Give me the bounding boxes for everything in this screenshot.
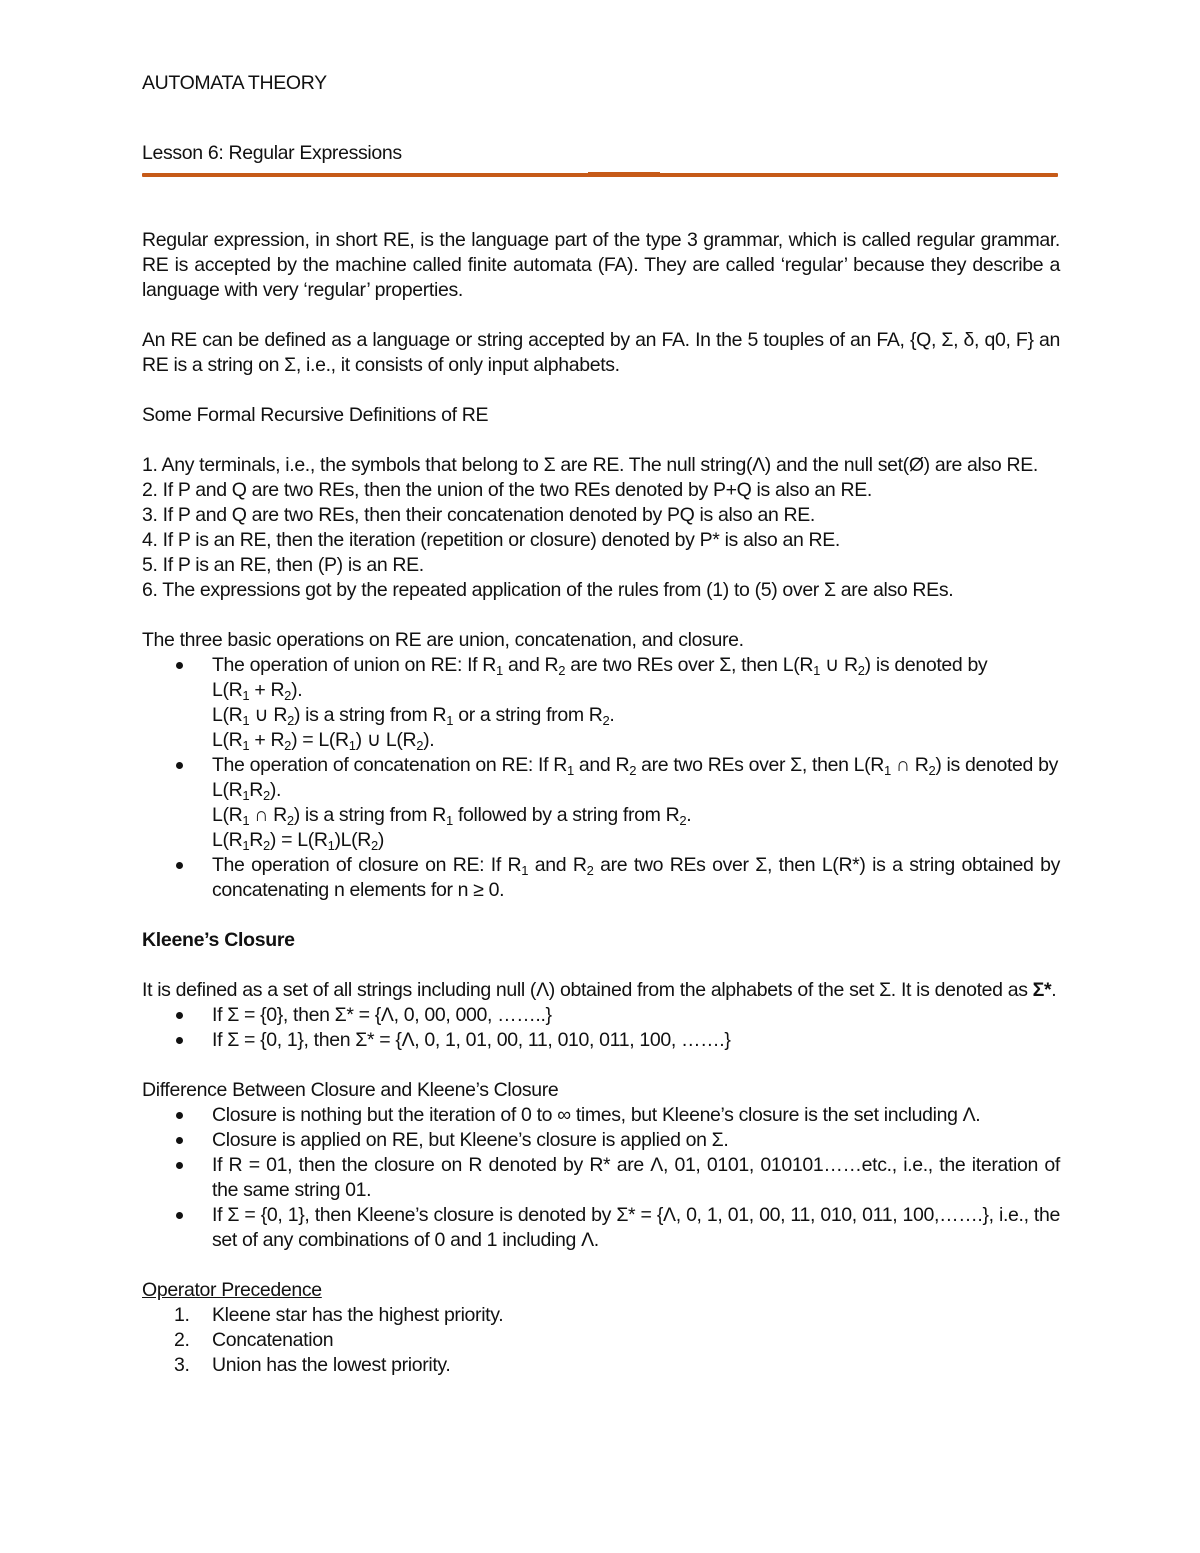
kleene-example-item: If Σ = {0, 1}, then Σ* = {Λ, 0, 1, 01, 00, 11, 010, 011, 100, …….} bbox=[142, 1028, 1060, 1053]
definition-item: 6. The expressions got by the repeated application of the rules from (1) to (5) over Σ are also REs. bbox=[142, 579, 954, 601]
bullet-icon bbox=[176, 1012, 183, 1019]
difference-list bbox=[142, 1103, 1060, 1253]
difference-item: If R = 01, then the closure on R denoted by R* are Λ, 01, 0101, 010101……etc., i.e., the iteration of the same string 01. bbox=[142, 1153, 1060, 1203]
definitions-heading: Some Formal Recursive Definitions of RE bbox=[142, 404, 489, 426]
kleene-closure-heading: Kleene’s Closure bbox=[142, 929, 295, 951]
definition-item: 3. If P and Q are two REs, then their concatenation denoted by PQ is also an RE. bbox=[142, 504, 815, 526]
difference-item: Closure is applied on RE, but Kleene’s closure is applied on Σ. bbox=[142, 1128, 1060, 1153]
operations-list bbox=[142, 653, 1060, 903]
divider-bump bbox=[588, 172, 660, 177]
definition-item: 5. If P is an RE, then (P) is an RE. bbox=[142, 554, 424, 576]
course-title: AUTOMATA THEORY bbox=[142, 72, 327, 94]
document-page bbox=[142, 70, 1060, 1378]
bullet-icon bbox=[176, 1037, 183, 1044]
precedence-item: 2. Concatenation bbox=[174, 1329, 334, 1351]
precedence-item: 1. Kleene star has the highest priority. bbox=[174, 1304, 504, 1326]
kleene-example-item: If Σ = {0}, then Σ* = {Λ, 0, 00, 000, ……..} bbox=[142, 1003, 1060, 1028]
lesson-title: Lesson 6: Regular Expressions bbox=[142, 142, 402, 164]
bullet-icon bbox=[176, 1162, 183, 1169]
difference-item: If Σ = {0, 1}, then Kleene’s closure is denoted by Σ* = {Λ, 0, 1, 01, 00, 11, 010, 011, 100,…….}, i.e., the set of any combinations of 0 and 1 including Λ. bbox=[142, 1203, 1060, 1253]
union-operation-item: The operation of union on RE: If $R_1$ and $R_2$ are two REs over Σ, then $L(R_1$ ∪ $R_2$) is denoted by $L(R_1 + R_2)$. $L(R_1$ ∪ $R_2$) is a string from $R_1$ or a string from $R_2$. $L(R_1 + R_2) = L(R_1)$ ∪ $L(R_2)$. bbox=[142, 653, 1060, 753]
bullet-icon bbox=[176, 662, 183, 669]
definition-item: 4. If P is an RE, then the iteration (repetition or closure) denoted by P* is also an RE. bbox=[142, 529, 840, 551]
closure-operation-item: The operation of closure on RE: If $R_1$ and $R_2$ are two REs over Σ, then L(R*) is a string obtained by concatenating n elements for n ≥ 0. bbox=[142, 853, 1060, 903]
bullet-icon bbox=[176, 1212, 183, 1219]
intro-paragraph-2: An RE can be defined as a language or string accepted by an FA. In the 5 touples of an FA, {Q, Σ, δ, q0, F} an RE is a string on Σ, i.e., it consists of only input alphabets. bbox=[142, 329, 1060, 376]
definition-item: 2. If P and Q are two REs, then the union of the two REs denoted by P+Q is also an RE. bbox=[142, 479, 872, 501]
kleene-examples-list bbox=[142, 1003, 1060, 1053]
kleene-definition: It is defined as a set of all strings including null (Λ) obtained from the alphabets of the set Σ. It is denoted as Σ*. bbox=[142, 979, 1057, 1001]
bullet-icon bbox=[176, 1137, 183, 1144]
intro-paragraph-1: Regular expression, in short RE, is the language part of the type 3 grammar, which is called regular grammar. RE is accepted by the machine called finite automata (FA). They are called ‘regular’ because they describe a language with very ‘regular’ properties. bbox=[142, 229, 1060, 301]
concatenation-operation-item: The operation of concatenation on RE: If $R_1$ and $R_2$ are two REs over Σ, then $L(R_1$ ∩ $R_2$) is denoted by $L(R_1R_2)$. $L(R_1$ ∩ $R_2$) is a string from $R_1$ followed by a string from $R_2$. $L(R_1R_2) = L(R_1)L(R_2)$ bbox=[142, 753, 1060, 853]
bullet-icon bbox=[176, 762, 183, 769]
operations-intro: The three basic operations on RE are union, concatenation, and closure. bbox=[142, 629, 744, 651]
difference-item: Closure is nothing but the iteration of 0 to ∞ times, but Kleene’s closure is the set including Λ. bbox=[142, 1103, 1060, 1128]
precedence-heading: Operator Precedence bbox=[142, 1279, 322, 1301]
definitions-list bbox=[142, 453, 1060, 603]
definition-item: 1. Any terminals, i.e., the symbols that belong to Σ are RE. The null string(Λ) and the null set(Ø) are also RE. bbox=[142, 454, 1038, 476]
title-divider bbox=[142, 172, 1058, 178]
difference-heading: Difference Between Closure and Kleene’s Closure bbox=[142, 1079, 559, 1101]
precedence-item: 3. Union has the lowest priority. bbox=[174, 1354, 451, 1376]
bullet-icon bbox=[176, 862, 183, 869]
bullet-icon bbox=[176, 1112, 183, 1119]
precedence-list bbox=[142, 1303, 1060, 1378]
